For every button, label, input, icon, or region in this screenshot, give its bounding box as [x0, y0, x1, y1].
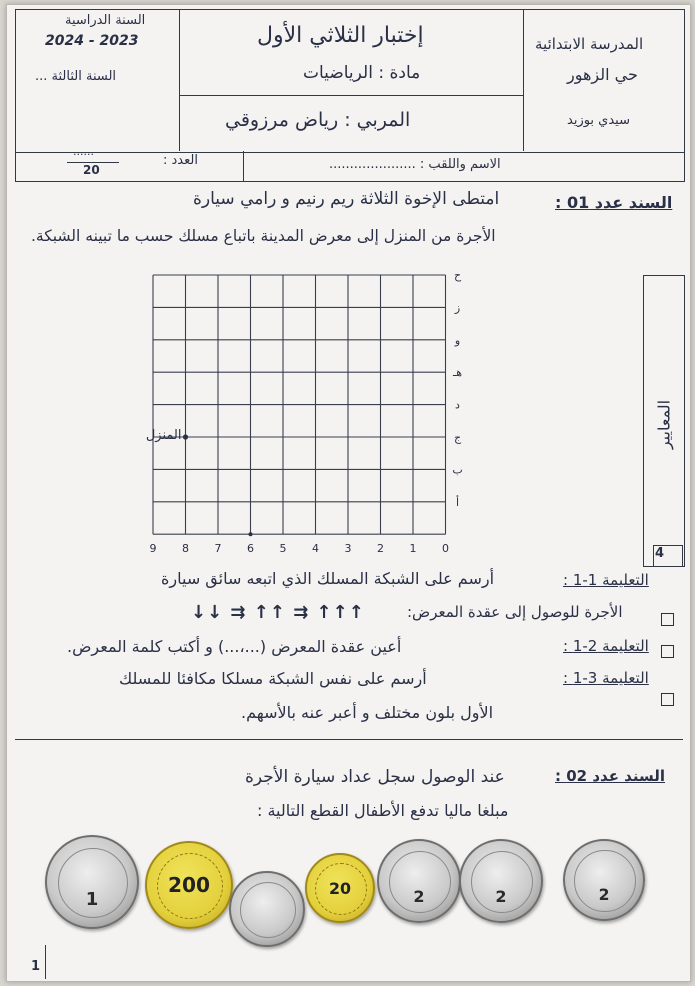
grid-x-label: 2 — [377, 542, 384, 556]
grid-x-label: 6 — [247, 542, 254, 556]
grade-numerator[interactable]: ...... — [73, 145, 94, 158]
support1-line2: الأجرة من المنزل إلى معرض المدينة باتباع مسلك حسب ما تبينه الشبكة. — [31, 227, 496, 245]
coin-value: 200 — [167, 873, 211, 898]
support1-heading: السند عدد 01 : — [555, 193, 673, 212]
header-divider-mid — [179, 95, 523, 96]
school-year-value: 2024 - 2023 — [45, 33, 139, 49]
exam-sheet — [6, 4, 691, 982]
school-city: سيدي بوزيد — [567, 113, 631, 128]
coin-value: 1 — [85, 889, 99, 911]
grid-x-label: 0 — [442, 542, 449, 556]
instruction-3-line1: أرسم على نفس الشبكة مسلكا مكافئا للمسلك — [119, 669, 427, 688]
student-name-field[interactable]: الاسم واللقب : ..................... — [329, 157, 501, 172]
house-node-dot — [183, 434, 188, 439]
grid-y-label: د — [455, 398, 460, 412]
criteria-label: المعايير — [654, 399, 674, 450]
grid-x-label: 3 — [344, 542, 352, 556]
instruction-1-line1: أرسم على الشبكة المسلك الذي اتبعه سائق سيارة — [161, 569, 495, 588]
page-number: 1 — [31, 959, 41, 974]
axis-marker-dot — [249, 532, 253, 536]
grid-y-label: أ — [455, 495, 460, 509]
test-title: إختبار الثلاثي الأول — [257, 23, 424, 48]
school-name: المدرسة الابتدائية — [535, 35, 644, 53]
grid-x-label: 7 — [214, 542, 222, 556]
instruction-2-line1: أعين عقدة المعرض (...،...) و أكتب كلمة المعرض. — [67, 637, 402, 656]
school-year-label: السنة الدراسية — [65, 13, 146, 28]
grid-y-label: ب — [452, 463, 463, 477]
instruction-1-checkbox[interactable] — [661, 613, 674, 626]
instruction-3-label: التعليمة 3-1 : — [563, 669, 649, 687]
support2-line1: عند الوصول سجل عداد سيارة الأجرة — [245, 767, 505, 787]
coin-200-icon — [145, 841, 233, 929]
coin-2-icon — [563, 839, 645, 921]
coordinate-grid[interactable] — [133, 267, 483, 559]
grid-x-label: 5 — [279, 542, 287, 556]
subject: مادة : الرياضيات — [303, 63, 421, 83]
grade-denominator: 20 — [83, 163, 100, 177]
support2-line2: مبلغا ماليا تدفع الأطفال القطع التالية : — [257, 801, 509, 820]
coin-value: 2 — [413, 887, 425, 907]
house-label: المنزل — [145, 428, 182, 443]
support1-line1: امتطى الإخوة الثلاثة ريم رنيم و رامي سيارة — [193, 189, 500, 209]
grid-x-label: 8 — [182, 542, 189, 556]
grid-y-label: ج — [453, 431, 462, 444]
coin-inner-ring — [240, 882, 297, 939]
grade-level: السنة الثالثة ... — [35, 69, 117, 84]
grid-x-label: 9 — [149, 542, 157, 556]
grid-x-label: 4 — [312, 542, 319, 556]
instruction-1-label: التعليمة 1-1 : — [563, 571, 649, 589]
coin-value: 20 — [328, 878, 352, 898]
criteria-score: 4 — [655, 546, 665, 561]
coin-2-icon — [377, 839, 461, 923]
instruction-1-arrows: ↓↓ ⇉ ↑↑ ⇉ ↑↑↑ — [191, 602, 365, 623]
left-margin-line — [45, 945, 46, 979]
instruction-2-checkbox[interactable] — [661, 645, 674, 658]
support2-heading: السند عدد 02 : — [555, 767, 665, 785]
coin-1-dinar-icon — [45, 835, 139, 929]
instruction-3-line2: الأول بلون مختلف و أعبر عنه بالأسهم. — [241, 703, 494, 722]
coin-20-icon — [305, 853, 375, 923]
teacher-name: المربي : رياض مرزوقي — [225, 109, 411, 131]
instruction-3-checkbox[interactable] — [661, 693, 674, 706]
coin-value: 2 — [495, 887, 507, 907]
grid-y-label: ز — [454, 301, 461, 315]
grid-x-label: 1 — [409, 542, 417, 556]
school-district: حي الزهور — [567, 65, 638, 84]
coin-value: 2 — [598, 886, 610, 905]
grid-y-label: هـ — [452, 366, 463, 380]
header-divider-left — [179, 10, 180, 151]
instruction-1-line2: الأجرة للوصول إلى عقدة المعرض: — [407, 603, 623, 621]
section-divider — [15, 739, 683, 740]
instruction-2-label: التعليمة 2-1 : — [563, 637, 649, 655]
grid-y-label: ح — [453, 269, 462, 282]
coin-bird-icon — [229, 871, 305, 947]
header-divider-right — [523, 10, 524, 151]
student-row-divider — [243, 151, 244, 181]
grid-y-label: و — [454, 333, 461, 347]
grade-label: العدد : — [163, 153, 198, 168]
coin-2-icon — [459, 839, 543, 923]
